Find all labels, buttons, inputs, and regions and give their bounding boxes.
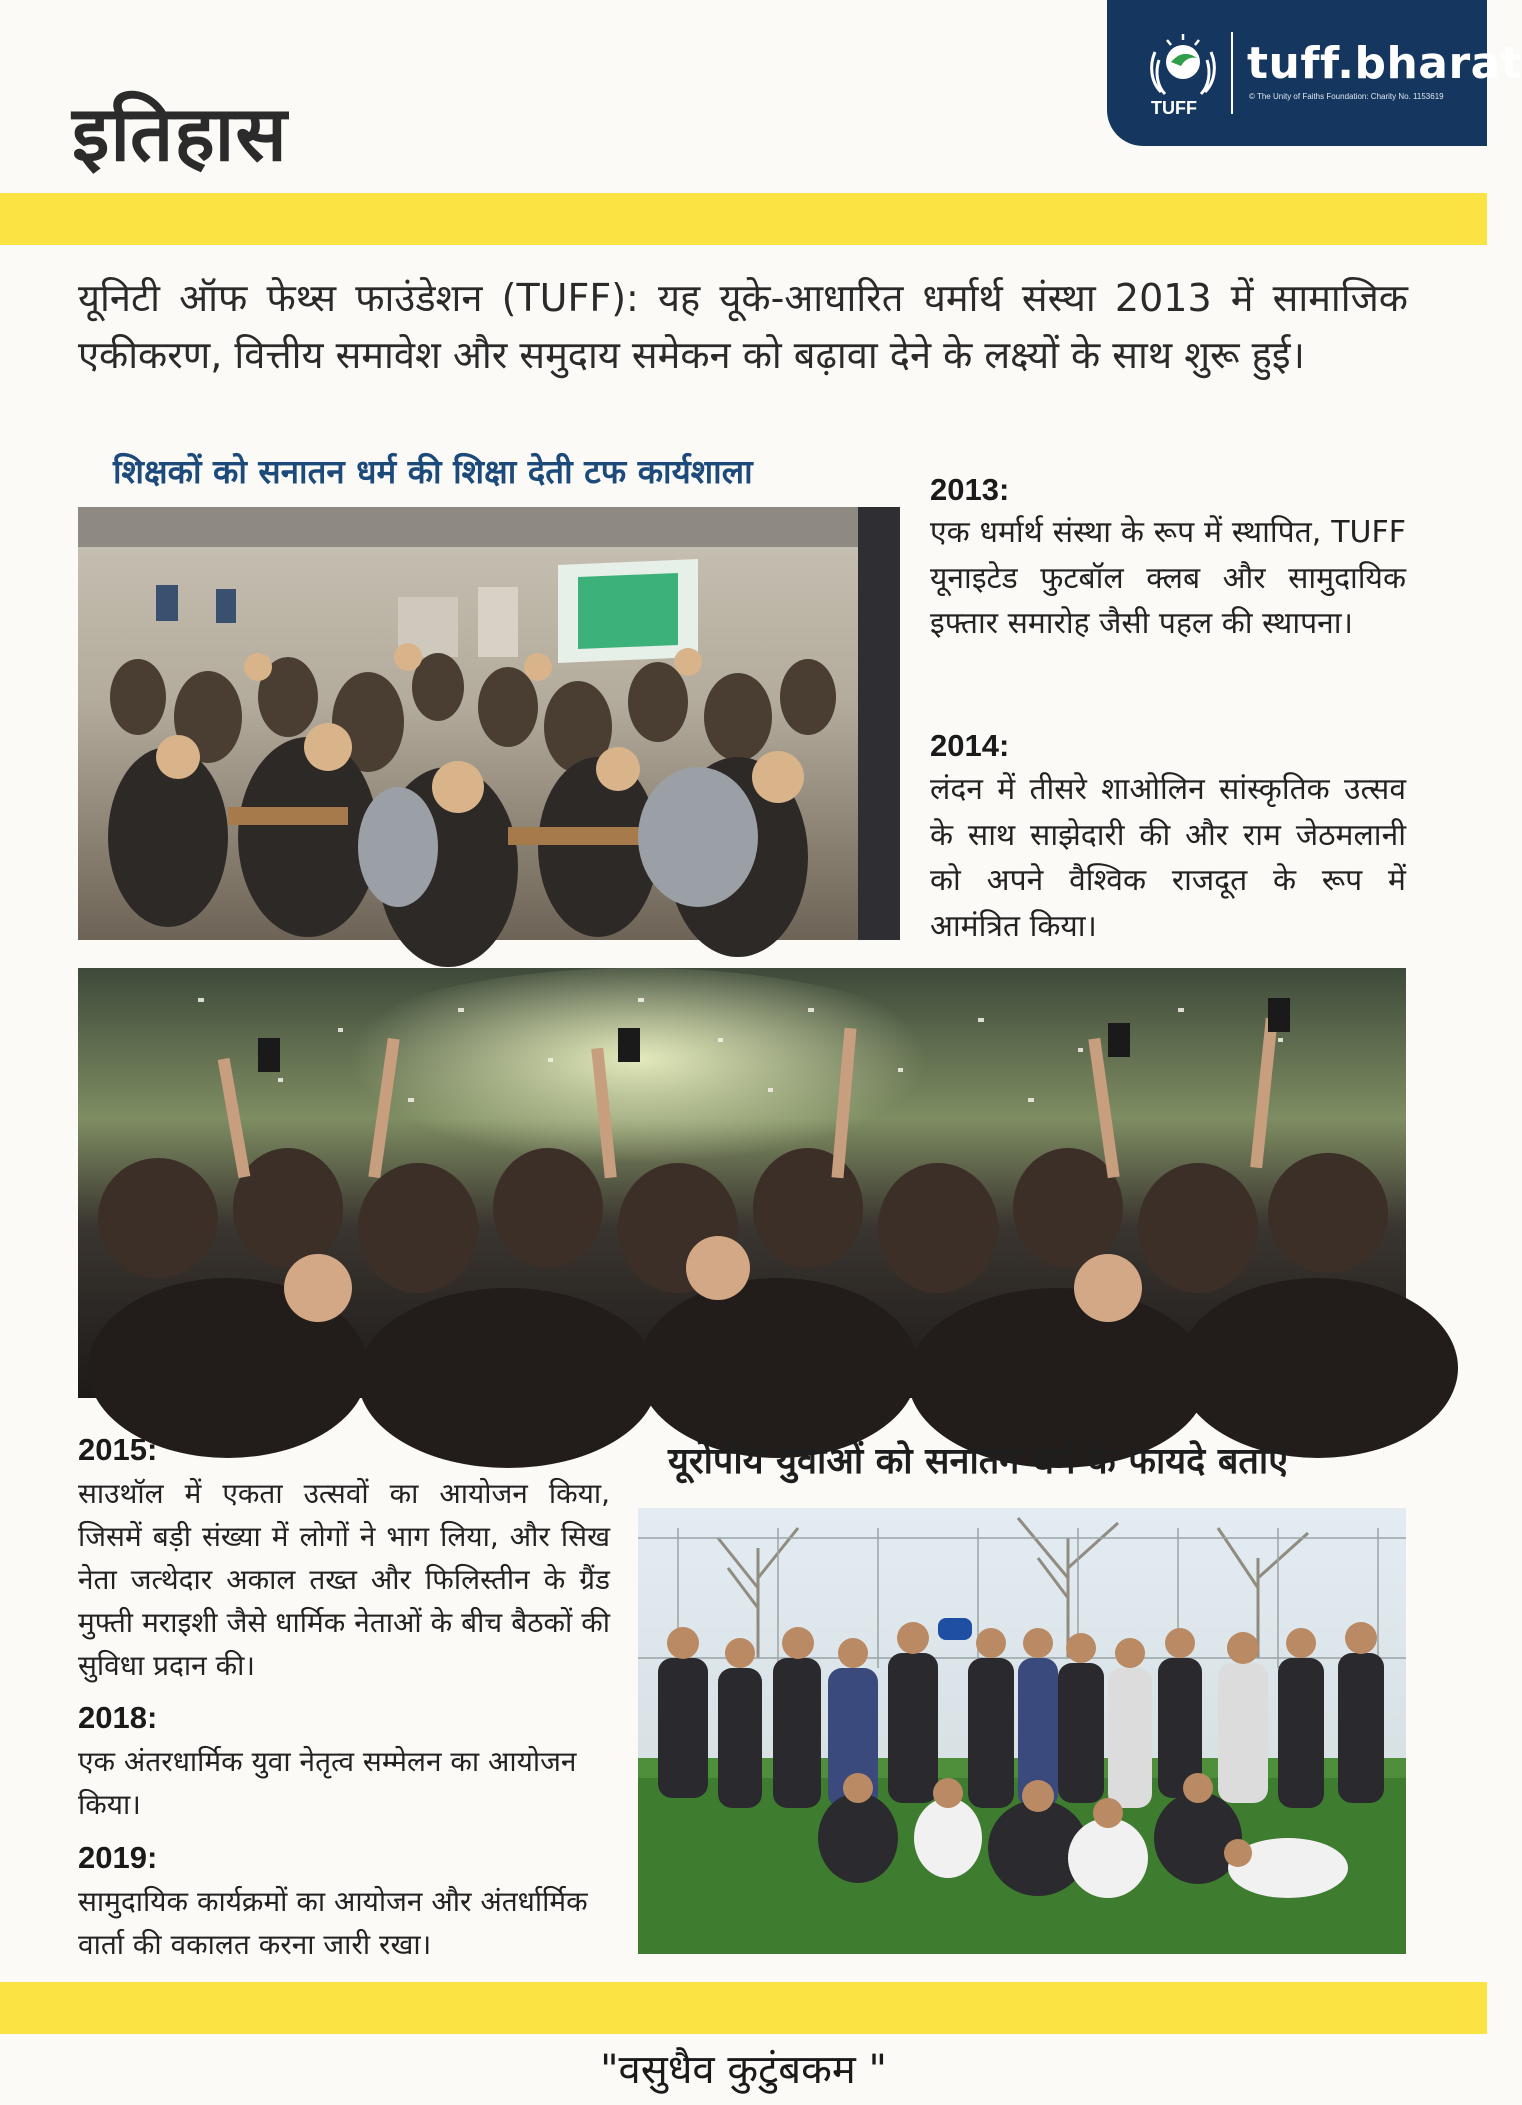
footer-quote: "वसुधैव कुटुंबकम " [600,2047,887,2093]
workshop-photo [78,507,900,940]
year-2015-heading: 2015: [78,1432,158,1467]
top-yellow-band [0,193,1487,245]
brand-abbr: TUFF [1151,98,1197,118]
youth-group-photo [638,1508,1406,1954]
year-2019-heading: 2019: [78,1840,158,1875]
festival-crowd-photo [78,968,1406,1398]
year-2014-heading: 2014: [930,728,1010,763]
year-2015-text: साउथॉल में एकता उत्सवों का आयोजन किया, जिसमें बड़ी संख्या में लोगों ने भाग लिया, और सिख नेता जत्थेदार अकाल तख्त और फिलिस्तीन के ग्रैंड मुफ्ती मराइशी जैसे धार्मिक नेताओं के बीच बैठकों की सुविधा प्रदान की। [78,1477,610,1682]
brand-subtitle: © The Unity of Faiths Foundation: Charity No. 1153619 [1249,92,1444,101]
brand-divider [1231,32,1233,114]
brand-logo-block [1107,0,1522,146]
year-2013-heading: 2013: [930,472,1010,507]
page-title: इतिहास [72,89,288,178]
year-2019-text: सामुदायिक कार्यक्रमों का आयोजन और अंतर्धार्मिक वार्ता की वकालत करना जारी रखा। [78,1885,588,1961]
brand-name: tuff.bharat [1247,38,1522,89]
workshop-caption: शिक्षकों को सनातन धर्म की शिक्षा देती टफ कार्यशाला [113,452,753,491]
year-2018-heading: 2018: [78,1700,158,1735]
year-2014-text: लंदन में तीसरे शाओलिन सांस्कृतिक उत्सव के साथ साझेदारी की और राम जेठमलानी को अपने वैश्विक राजदूत के रूप में आमंत्रित किया। [930,772,1406,944]
youth-caption: यूरोपीय युवाओं को सनातन धर्म के फायदे बताए [668,1441,1289,1482]
year-2018-text: एक अंतरधार्मिक युवा नेतृत्व सम्मेलन का आयोजन किया। [78,1745,577,1821]
year-2013-text: एक धर्मार्थ संस्था के रूप में स्थापित, TUFF यूनाइटेड फुटबॉल क्लब और सामुदायिक इफ्तार समारोह जैसी पहल की स्थापना। [930,515,1406,641]
intro-paragraph: यूनिटी ऑफ फेथ्स फाउंडेशन (TUFF): यह यूके-आधारित धर्मार्थ संस्था 2013 में सामाजिक एकीकरण, वित्तीय समावेश और समुदाय समेकन को बढ़ावा देने के लक्ष्यों के साथ शुरू हुई। [78,276,1408,377]
bottom-yellow-band [0,1982,1487,2034]
